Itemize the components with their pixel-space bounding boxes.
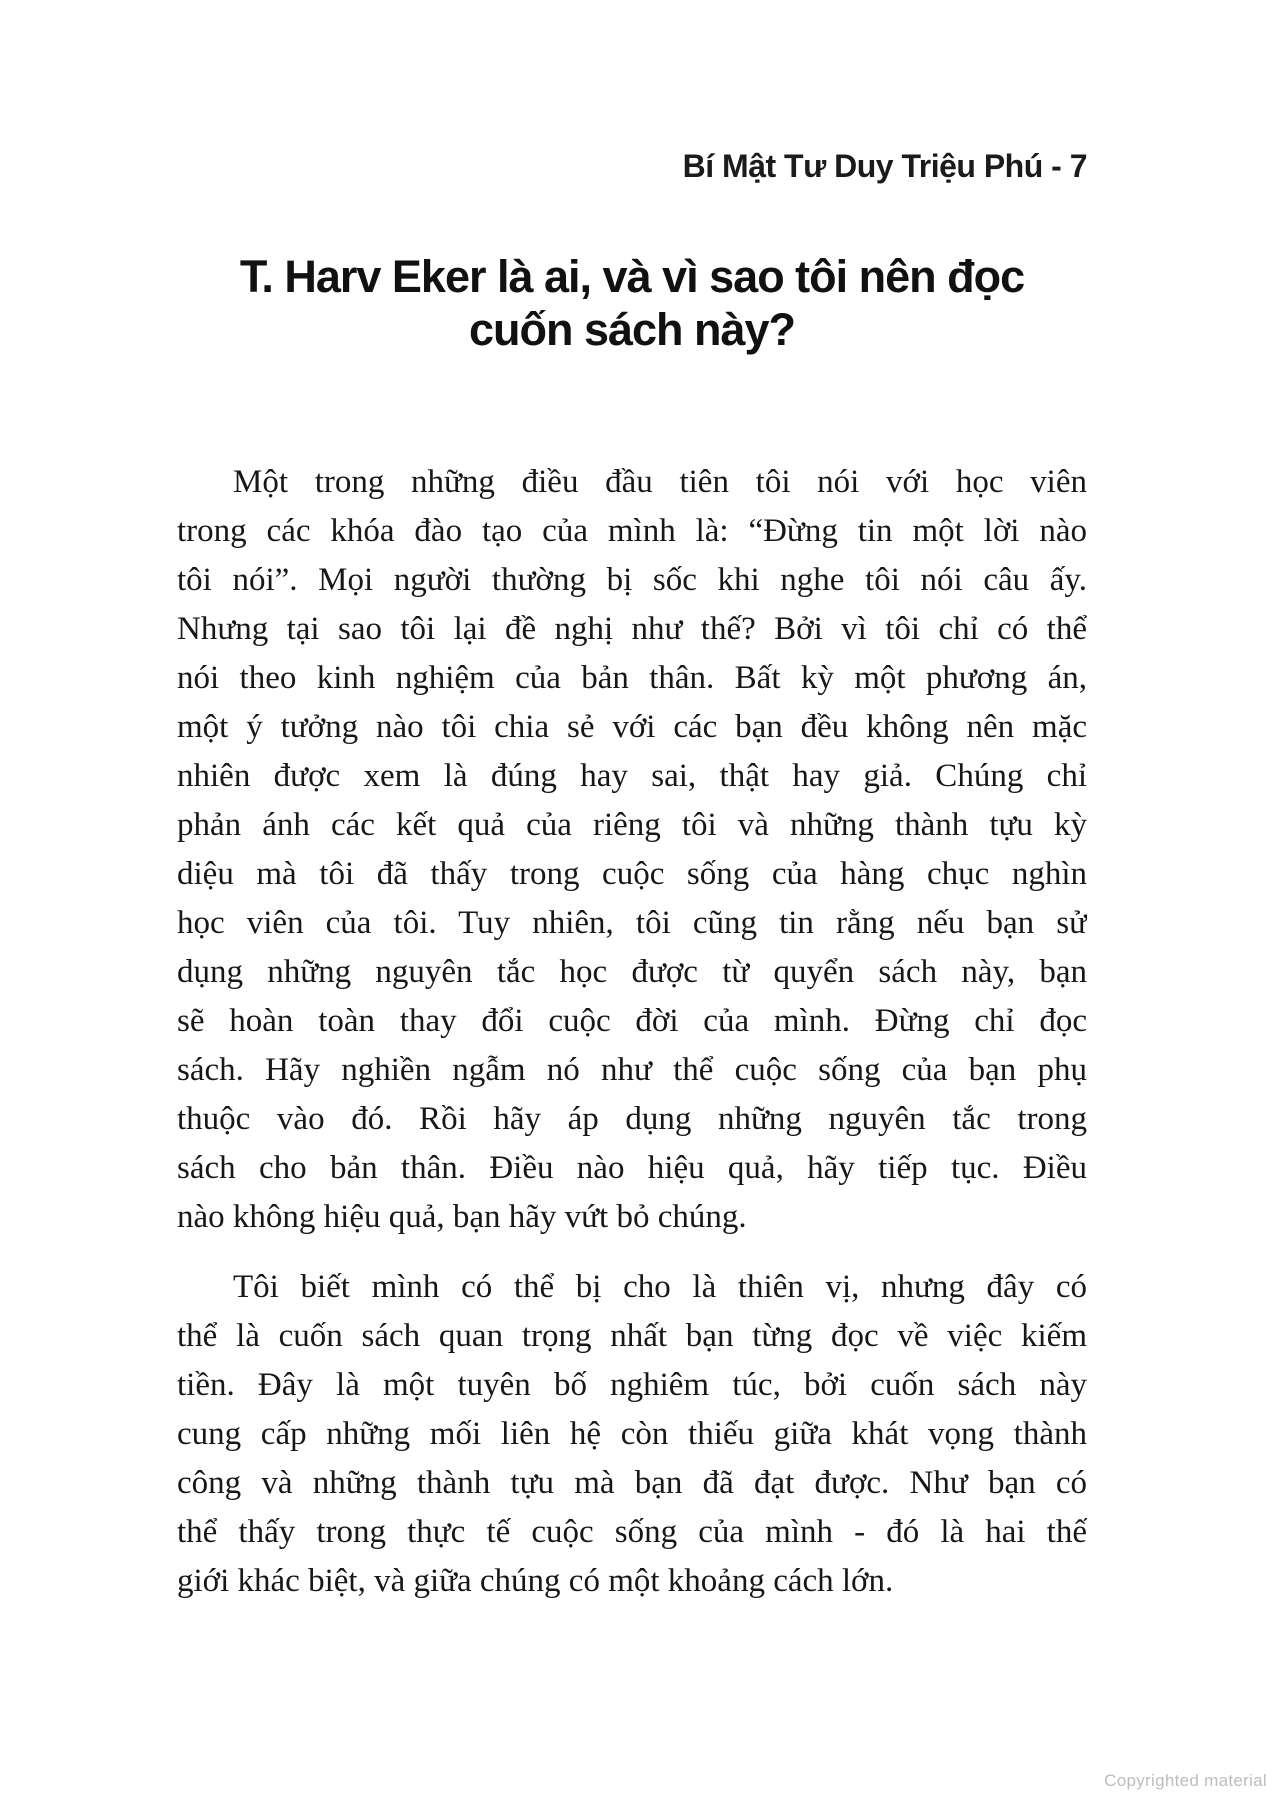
body-text-line: nào không hiệu quả, bạn hãy vứt bỏ chúng.	[177, 1199, 747, 1235]
body-text-line: Nhưng tại sao tôi lại đề nghị như thế? Bởi vì tôi chỉ có thể	[177, 611, 1087, 647]
body-text-line: tiền. Đây là một tuyên bố nghiêm túc, bởi cuốn sách này	[177, 1367, 1087, 1403]
body-text-line: tôi nói”. Mọi người thường bị sốc khi nghe tôi nói câu ấy.	[177, 562, 1087, 598]
body-text-line: sách. Hãy nghiền ngẫm nó như thể cuộc sống của bạn phụ	[177, 1052, 1087, 1088]
paragraph-1	[177, 458, 1087, 1242]
body-text-line: phản ánh các kết quả của riêng tôi và những thành tựu kỳ	[177, 807, 1087, 843]
body-text-line: cung cấp những mối liên hệ còn thiếu giữa khát vọng thành	[177, 1416, 1087, 1452]
chapter-title-line-1: T. Harv Eker là ai, và vì sao tôi nên đọc	[239, 251, 1025, 302]
body-text-line: công và những thành tựu mà bạn đã đạt được. Như bạn có	[177, 1465, 1087, 1501]
running-head: Bí Mật Tư Duy Triệu Phú - 7	[682, 148, 1087, 184]
body-text-line: thuộc vào đó. Rồi hãy áp dụng những nguyên tắc trong	[177, 1101, 1087, 1137]
body-text-line: giới khác biệt, và giữa chúng có một khoảng cách lớn.	[177, 1563, 894, 1599]
chapter-title	[150, 250, 1114, 356]
paragraph-2	[177, 1263, 1087, 1606]
copyright-watermark: Copyrighted material	[1104, 1771, 1267, 1790]
body-text-line: trong các khóa đào tạo của mình là: “Đừng tin một lời nào	[177, 513, 1087, 549]
chapter-title-line-2: cuốn sách này?	[468, 304, 796, 355]
body-text-line: một ý tưởng nào tôi chia sẻ với các bạn đều không nên mặc	[177, 709, 1087, 745]
body-text-line: sẽ hoàn toàn thay đổi cuộc đời của mình. Đừng chỉ đọc	[177, 1003, 1087, 1039]
body-text-line: thể thấy trong thực tế cuộc sống của mình - đó là hai thế	[177, 1514, 1087, 1550]
body-text-line: Tôi biết mình có thể bị cho là thiên vị, nhưng đây có	[233, 1269, 1087, 1305]
body-text-line: Một trong những điều đầu tiên tôi nói với học viên	[233, 464, 1087, 500]
body-text-line: học viên của tôi. Tuy nhiên, tôi cũng tin rằng nếu bạn sử	[177, 905, 1087, 941]
body-text-line: nhiên được xem là đúng hay sai, thật hay giả. Chúng chỉ	[177, 758, 1087, 794]
body-text-line: sách cho bản thân. Điều nào hiệu quả, hãy tiếp tục. Điều	[177, 1150, 1087, 1186]
body-text-line: dụng những nguyên tắc học được từ quyển sách này, bạn	[177, 954, 1087, 990]
body-text-line: thể là cuốn sách quan trọng nhất bạn từng đọc về việc kiếm	[177, 1318, 1087, 1354]
body-text-line: diệu mà tôi đã thấy trong cuộc sống của hàng chục nghìn	[177, 856, 1087, 892]
body-text-line: nói theo kinh nghiệm của bản thân. Bất kỳ một phương án,	[177, 660, 1087, 696]
